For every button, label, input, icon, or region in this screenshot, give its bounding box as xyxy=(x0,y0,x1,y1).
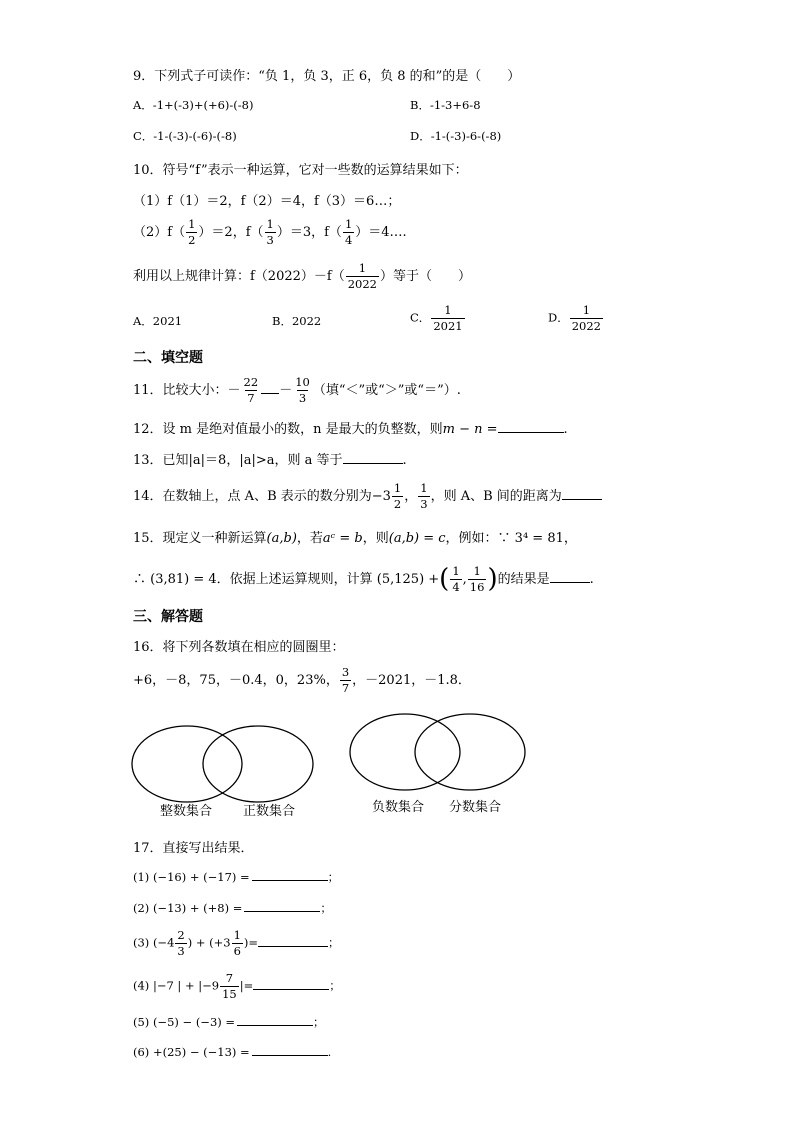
negative-set-circle[interactable] xyxy=(350,714,460,790)
q14: 14．在数轴上，点 A、B 表示的数分别为 −3 $\frac{1}{2}$ ， $\frac{1}{3}$ ，则 A、B 间的距离为 xyxy=(133,482,602,511)
q17-item-2: (2) (−13) + (+8) = ； xyxy=(133,901,332,915)
q9-option-c[interactable]: C．-1-(-3)-(-6)-(-8) xyxy=(133,129,237,143)
q9-option-d[interactable]: D．-1-(-3)-6-(-8) xyxy=(410,129,502,143)
q9-stem: 9．下列式子可读作：“负 1，负 3，正 6，负 8 的和”的是（ ） xyxy=(133,69,521,84)
answer-blank[interactable] xyxy=(244,911,320,912)
fraction: $\frac{1}{2021}$ xyxy=(433,303,463,334)
answer-blank[interactable] xyxy=(237,1025,313,1026)
q16-numbers: +6，－8，75，－0.4，0，23%， $\frac{3}{7}$ ，－2021，－1.8． xyxy=(133,665,471,696)
q10-line2: （2）f（ $\frac{1}{2}$ ）＝2，f（ $\frac{1}{3}$ ）＝3，f（ $\frac{1}{4}$ ）＝4…. xyxy=(133,217,407,248)
mixed-number: −3 $\frac{1}{2}$ xyxy=(371,481,402,512)
section-heading-fill-in: 二、填空题 xyxy=(133,350,203,366)
q10-stem: 10．符号“f”表示一种运算，它对一些数的运算结果如下： xyxy=(133,163,468,178)
fraction: $\frac{1}{4}$ xyxy=(344,217,353,248)
q17-item-5: (5) (−5) − (−3) = ； xyxy=(133,1015,325,1029)
integer-set-circle[interactable] xyxy=(132,726,242,802)
q10-line1: （1）f（1）＝2，f（2）＝4，f（3）＝6…； xyxy=(133,194,401,209)
answer-blank[interactable] xyxy=(252,1055,328,1056)
q9-option-a[interactable]: A．-1+(-3)+(+6)-(-8) xyxy=(133,98,254,112)
q9-option-b[interactable]: B．-1-3+6-8 xyxy=(410,98,481,112)
fraction-set-label: 分数集合 xyxy=(449,800,502,815)
q10-calc: 利用以上规律计算：f（2022）－f（ $\frac{1}{2022}$ ）等于（ ） xyxy=(133,261,472,292)
section-heading-answer: 三、解答题 xyxy=(133,609,203,625)
fraction: $\frac{1}{2}$ xyxy=(393,481,402,512)
fraction: $\frac{1}{3}$ xyxy=(420,481,428,512)
q11: 11．比较大小：－ $\frac{22}{7}$ － $\frac{10}{3}$ （填“＜”或“＞”或“＝”）. xyxy=(133,375,461,406)
positive-set-circle[interactable] xyxy=(203,726,313,802)
q15-line1: 15．现定义一种新运算(a,b)，若aᶜ = b，则(a,b) = c，例如：∵ 3⁴ = 81， xyxy=(133,531,577,546)
fraction: $\frac{1}{2}$ xyxy=(188,217,196,248)
fraction: $\frac{2}{3}$ xyxy=(177,928,185,959)
q10-option-d[interactable]: D． $\frac{1}{2022}$ xyxy=(548,303,602,334)
fraction: $\frac{3}{7}$ xyxy=(341,665,350,696)
q12: 12．设 m 是绝对值最小的数，n 是最大的负整数，则m − n = . xyxy=(133,422,568,437)
q13: 13．已知|a|＝8，|a|>a，则 a 等于 . xyxy=(133,453,407,468)
fraction: $\frac{10}{3}$ xyxy=(295,375,310,406)
q17-item-3: (3) (−4 $\frac{2}{3}$ ) + (+3 $\frac{1}{6}$ )= ； xyxy=(133,928,340,959)
integer-set-label: 整数集合 xyxy=(160,804,213,819)
q10-option-b[interactable]: B．2022 xyxy=(272,314,322,328)
positive-set-label: 正数集合 xyxy=(243,804,296,819)
q17-item-6: (6) +(25) − (−13) = . xyxy=(133,1045,332,1059)
fraction: $\frac{1}{3}$ xyxy=(266,217,274,248)
q10-option-a[interactable]: A．2021 xyxy=(133,314,183,328)
q15-line2: ∴ (3,81) = 4．依据上述运算规则，计算 (5,125) +( $\frac{1}{4}$ , $\frac{1}{16}$ )的结果是 . xyxy=(133,564,594,595)
fraction: $\frac{1}{6}$ xyxy=(233,928,241,959)
answer-blank[interactable] xyxy=(252,880,328,881)
fraction: $\frac{1}{4}$ xyxy=(452,564,460,595)
fraction: $\frac{7}{15}$ xyxy=(222,971,237,1002)
fraction: $\frac{1}{2022}$ xyxy=(571,303,602,334)
q17-item-1: (1) (−16) + (−17) = ； xyxy=(133,870,340,884)
negative-set-label: 负数集合 xyxy=(372,800,425,815)
fraction-set-circle[interactable] xyxy=(415,714,525,790)
fraction: $\frac{22}{7}$ xyxy=(243,375,259,406)
fraction: $\frac{1}{16}$ xyxy=(469,564,485,595)
q16-stem: 16．将下列各数填在相应的圆圈里： xyxy=(133,640,345,655)
fraction: $\frac{1}{2022}$ xyxy=(347,261,377,292)
answer-blank[interactable] xyxy=(258,946,328,947)
answer-blank[interactable] xyxy=(253,989,329,990)
q10-option-c[interactable]: C． $\frac{1}{2021}$ xyxy=(410,303,463,334)
q17-stem: 17．直接写出结果． xyxy=(133,841,254,856)
q17-item-4: (4) |−7 | + |−9 $\frac{7}{15}$ |= ； xyxy=(133,971,341,1002)
